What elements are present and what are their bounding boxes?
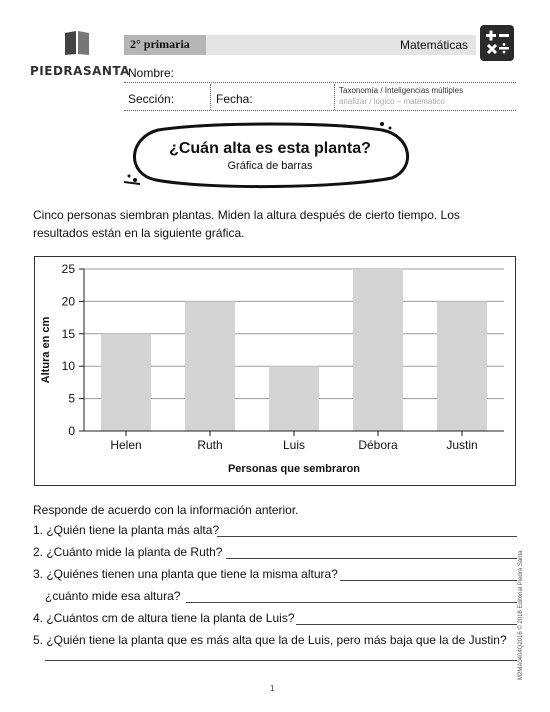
bar-justin <box>437 301 487 431</box>
y-tick-label: 5 <box>68 391 75 406</box>
copyright-note: M2MA0404Q2016 © 2016 Editorial Piedra Santa <box>518 550 524 680</box>
section-label: Sección: <box>128 92 175 106</box>
x-tick-label: Helen <box>110 438 142 452</box>
question-4: 4. ¿Cuántos cm de altura tiene la planta de Luis? <box>33 611 295 625</box>
answer-line-3[interactable] <box>340 580 517 581</box>
date-label: Fecha: <box>216 92 253 106</box>
bar-débora <box>353 269 403 431</box>
bar-ruth <box>185 301 235 431</box>
x-axis-label: Personas que sembraron <box>227 463 361 475</box>
grade-label: 2° primaria <box>124 35 206 55</box>
bar-helen <box>101 334 151 431</box>
question-5: 5. ¿Quién tiene la planta que es más alta que la de Luis, pero más baja que la de Justin? <box>33 633 507 647</box>
taxonomy-value: analizar / lógico – matemático <box>339 97 445 106</box>
answer-line-5[interactable] <box>45 660 517 661</box>
question-3b: ¿cuánto mide esa altura? <box>45 589 181 603</box>
question-1: 1. ¿Quién tiene la planta más alta? <box>33 523 220 537</box>
y-tick-label: 10 <box>61 359 75 374</box>
x-tick-label: Ruth <box>197 438 223 452</box>
y-tick-label: 0 <box>68 424 75 438</box>
x-tick-label: Justin <box>446 438 478 452</box>
question-3: 3. ¿Quiénes tienen una planta que tiene la misma altura? <box>33 567 338 581</box>
divider <box>334 84 335 110</box>
math-operations-icon <box>480 25 514 61</box>
questions-intro: Responde de acuerdo con la información anterior. <box>33 503 299 517</box>
y-tick-label: 20 <box>61 294 75 309</box>
name-field[interactable] <box>124 82 516 83</box>
answer-line-4[interactable] <box>296 624 517 625</box>
answer-line-2[interactable] <box>226 558 517 559</box>
x-tick-label: Débora <box>358 438 398 452</box>
y-tick-label: 15 <box>61 326 75 341</box>
answer-line-1[interactable] <box>217 536 517 537</box>
x-tick-label: Luis <box>282 438 306 452</box>
answer-line-3b[interactable] <box>186 602 517 603</box>
book-logo-icon <box>63 30 91 56</box>
name-label: Nombre: <box>128 66 175 80</box>
page-subtitle: Gráfica de barras <box>227 160 313 172</box>
page-title: ¿Cuán alta es esta planta? <box>169 140 371 157</box>
page-number: 1 <box>270 684 275 693</box>
intro-text: Cinco personas siembran plantas. Miden la altura después de cierto tiempo. Los resultados están en la siguiente gráfica. <box>33 208 460 240</box>
bar-luis <box>269 366 319 431</box>
subject-label: Matemáticas <box>206 35 476 55</box>
publisher-name: PIEDRASANTA <box>30 64 130 78</box>
taxonomy-label: Taxonomía / Inteligencias múltiples <box>339 86 464 95</box>
section-date-field[interactable] <box>124 110 516 111</box>
y-tick-label: 25 <box>61 262 75 276</box>
question-2: 2. ¿Cuánto mide la planta de Ruth? <box>33 545 223 559</box>
divider <box>210 84 211 110</box>
bar-chart <box>34 256 516 486</box>
y-axis-label: Altura en cm <box>40 316 52 384</box>
